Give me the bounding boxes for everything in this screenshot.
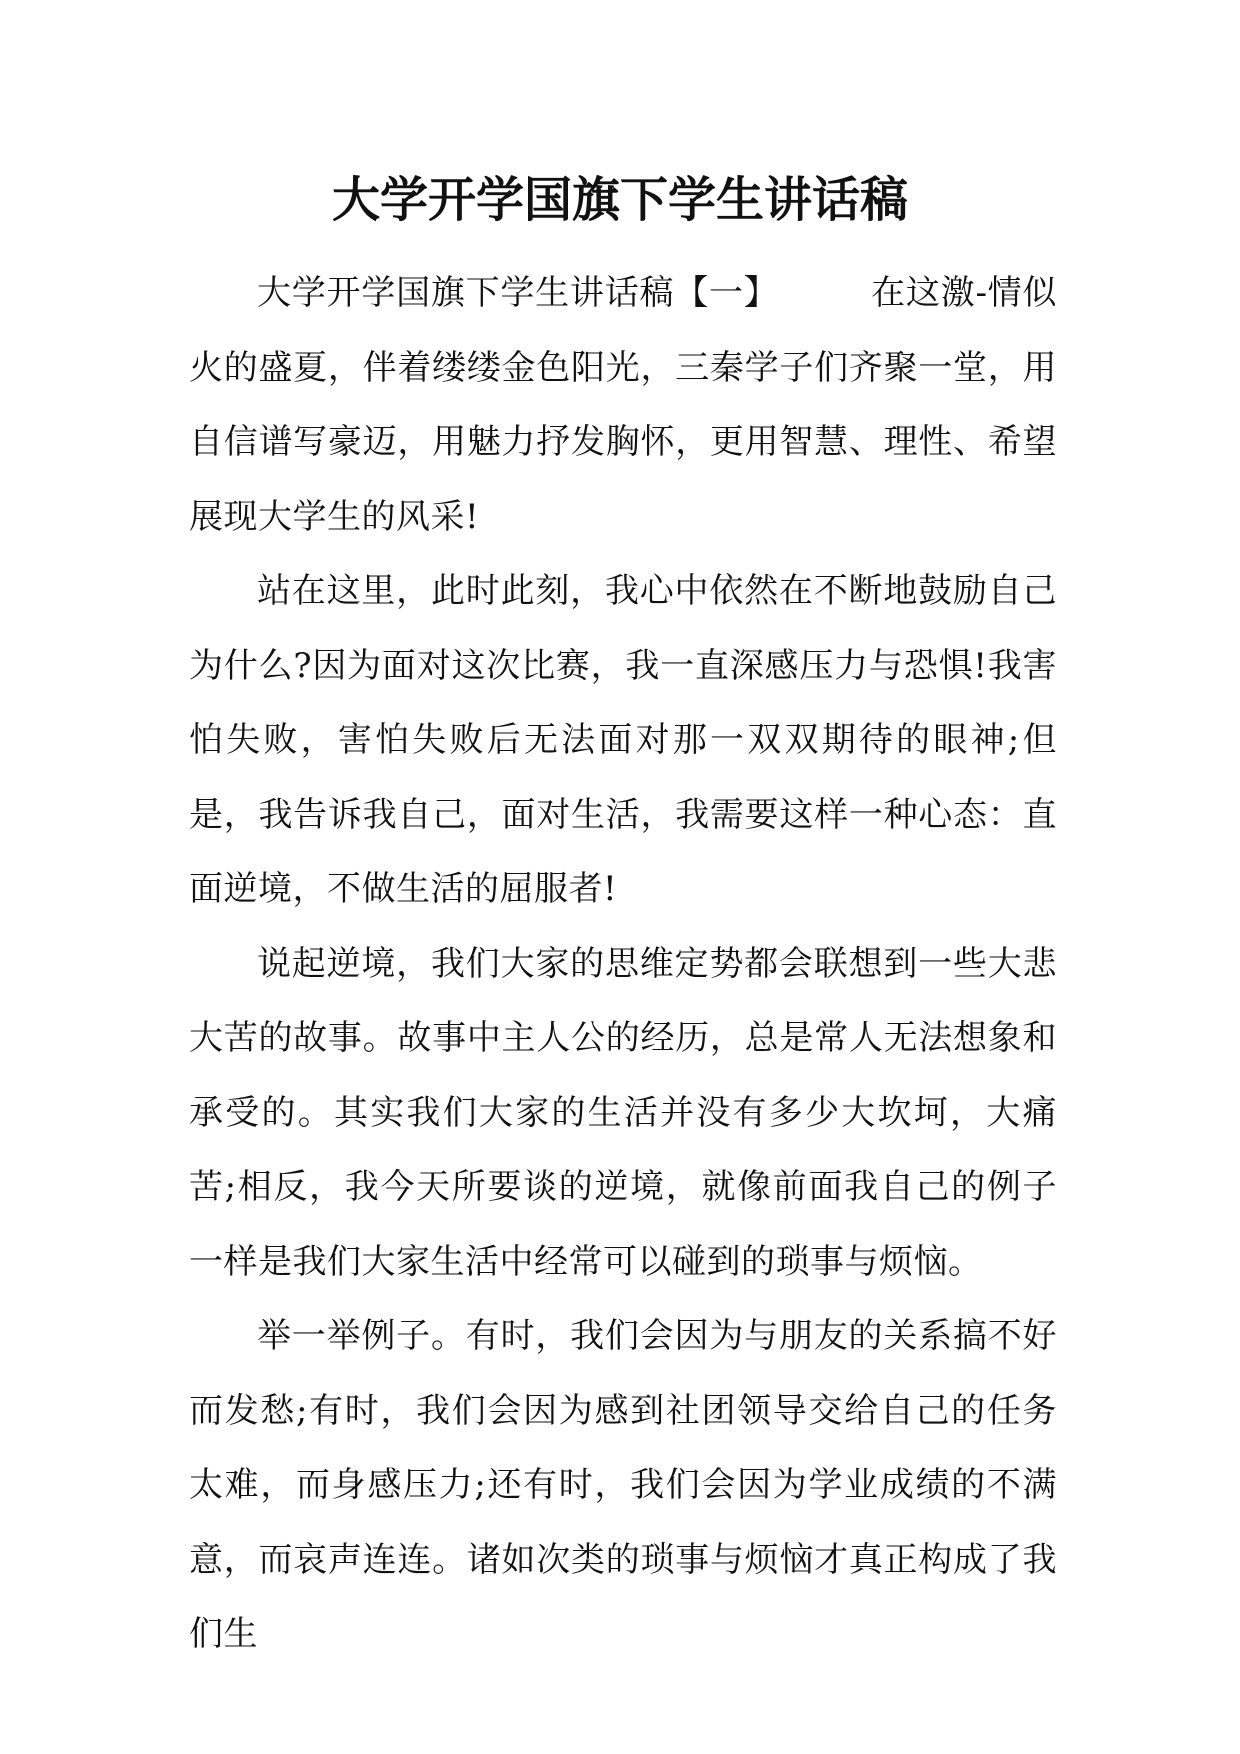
paragraph-2: 站在这里，此时此刻，我心中依然在不断地鼓励自己为什么?因为面对这次比赛，我一直深感压力与恐惧!我害怕失败，害怕失败后无法面对那一双双期待的眼神;但是，我告诉我自己，面对生活，我需要这样一种心态：直面逆境，不做生活的屈服者! xyxy=(189,571,1057,909)
paragraph-3: 说起逆境，我们大家的思维定势都会联想到一些大悲大苦的故事。故事中主人公的经历，总是常人无法想象和承受的。其实我们大家的生活并没有多少大坎坷，大痛苦;相反，我今天所要谈的逆境，就像前面我自己的例子一样是我们大家生活中经常可以碰到的琐事与烦恼。 xyxy=(189,943,1057,1282)
document-body xyxy=(189,256,1057,1672)
document-title: 大学开学国旗下学生讲话稿 xyxy=(331,172,908,228)
paragraph-4: 举一举例子。有时，我们会因为与朋友的关系搞不好而发愁;有时，我们会因为感到社团领导交给自己的任务太难，而身感压力;还有时，我们会因为学业成绩的不满意，而哀声连连。诸如次类的琐事与烦恼才真正构成了我们生 xyxy=(189,1316,1057,1654)
paragraph-1: 大学开学国旗下学生讲话稿【一】 在这激-情似火的盛夏，伴着缕缕金色阳光，三秦学子们齐聚一堂，用自信谱写豪迈，用魅力抒发胸怀，更用智慧、理性、希望展现大学生的风采! xyxy=(189,273,1057,537)
